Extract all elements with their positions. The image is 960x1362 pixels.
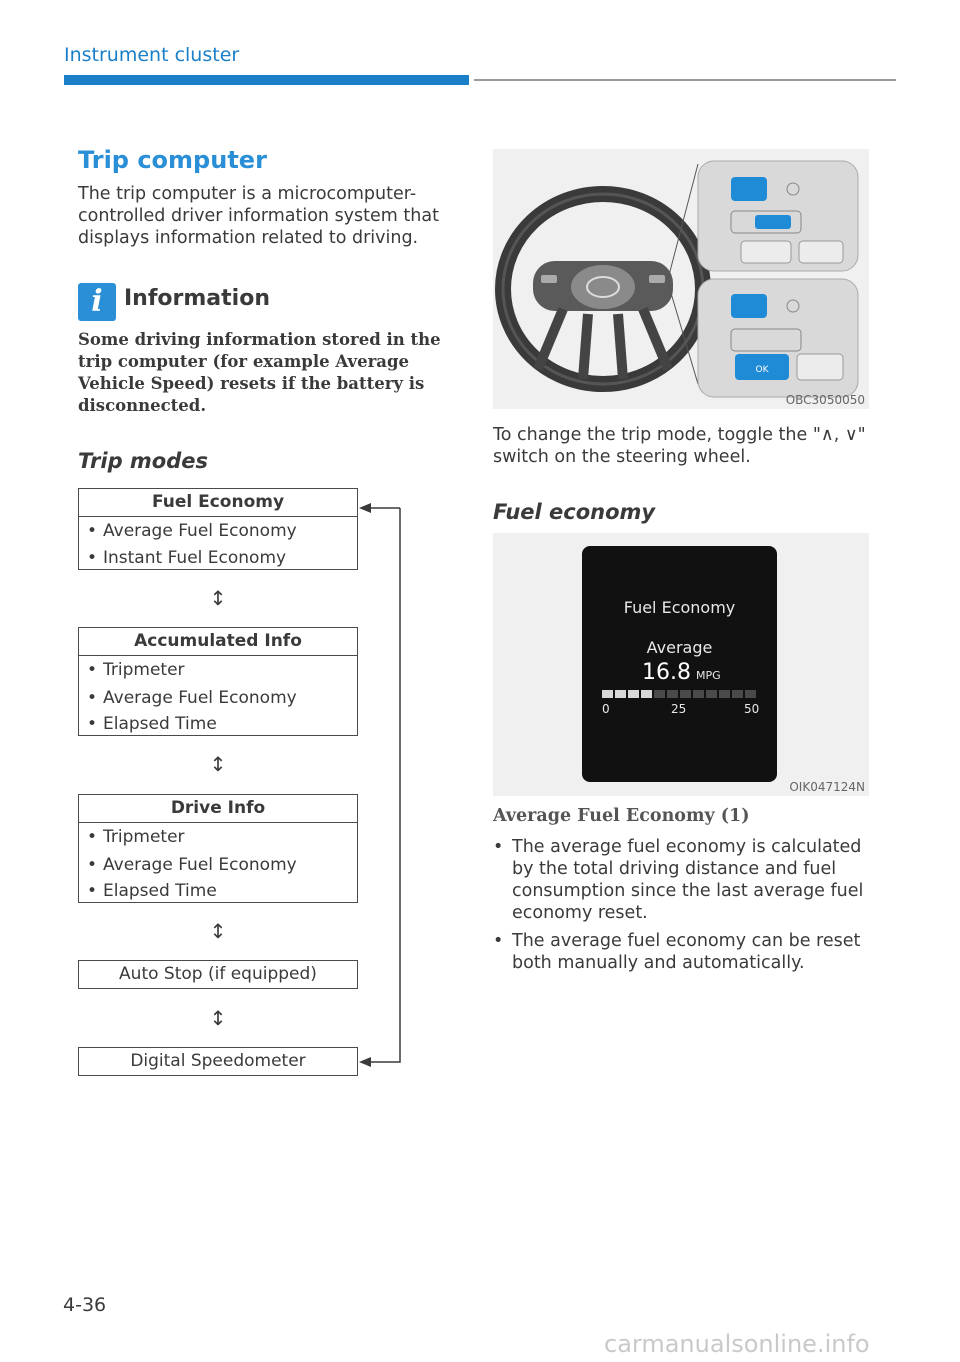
header-rule [474,79,896,81]
gauge-segment [706,690,717,698]
scale-min: 0 [602,702,610,716]
mode-box-accumulated-info [78,627,358,736]
mode-title: Accumulated Info [79,628,357,656]
figure-caption: OBC3050050 [785,393,865,407]
information-title: Information [124,286,270,311]
arrowhead-bottom-icon [359,1057,371,1067]
change-mode-text: To change the trip mode, toggle the "∧, ∨" switch on the steering wheel. [493,425,866,467]
updown-arrow-icon: ↕ [209,752,227,776]
gauge-segment [628,690,639,698]
mode-item: • Instant Fuel Economy [87,548,287,568]
mode-title: Fuel Economy [79,489,357,517]
mode-item: • Elapsed Time [87,881,217,901]
mode-item: • Average Fuel Economy [87,855,297,875]
cycle-arrow [355,500,405,1075]
average-fuel-economy-title: Average Fuel Economy (1) [493,806,750,826]
information-text: Some driving information stored in the trip computer (for example Average Vehicle Speed) resets if the battery is disconnected. [78,330,441,415]
information-icon: i [78,283,116,321]
gauge-segment [602,690,613,698]
mode-box-auto-stop: Auto Stop (if equipped) [78,960,358,989]
gauge-segment [654,690,665,698]
updown-arrow-icon: ↕ [209,919,227,943]
arrowhead-top-icon [359,503,371,513]
ok-label: OK [755,365,769,375]
mode-item: • Tripmeter [87,827,185,847]
mode-item: • Elapsed Time [87,714,217,734]
gauge-segment [641,690,652,698]
section-title: Trip computer [78,146,267,174]
mode-box-fuel-economy [78,488,358,570]
display-sub: Average [646,638,713,657]
fuel-gauge-bar [602,690,760,698]
mode-title: Drive Info [79,795,357,823]
trip-modes-title: Trip modes [78,449,208,473]
gauge-segment [615,690,626,698]
gauge-segment [745,690,756,698]
mode-box-drive-info [78,794,358,903]
figure-caption: OIK047124N [789,780,865,794]
gauge-segment [732,690,743,698]
bullet-item: • The average fuel economy can be reset both manually and automatically. [493,931,861,973]
header-title: Instrument cluster [64,44,240,66]
mode-item: • Average Fuel Economy [87,688,297,708]
updown-arrow-icon: ↕ [209,586,227,610]
gauge-segment [667,690,678,698]
fuel-economy-title: Fuel economy [493,500,656,524]
header-accent-bar [64,75,469,85]
updown-arrow-icon: ↕ [209,1006,227,1030]
steering-wheel-illustration [493,149,869,409]
mode-box-digital-speedometer: Digital Speedometer [78,1047,358,1076]
scale-max: 50 [744,702,760,716]
scale-mid: 25 [671,702,687,716]
steering-wheel-figure [493,149,869,409]
gauge-segment [680,690,691,698]
mode-item: • Average Fuel Economy [87,521,297,541]
display-unit: MPG [696,669,721,682]
display-value: 16.8 [642,660,691,685]
gauge-segment [719,690,730,698]
section-intro: The trip computer is a microcomputer-controlled driver information system that displays information related to driving. [78,184,439,248]
bullet-item: • The average fuel economy is calculated by the total driving distance and fuel consumption since the last average fuel economy reset. [493,837,864,923]
cluster-display [582,546,777,782]
watermark: carmanualsonline.info [604,1330,870,1358]
fuel-economy-figure [493,533,869,796]
gauge-segment [693,690,704,698]
mode-item: • Tripmeter [87,660,185,680]
page-number: 4-36 [63,1294,107,1316]
display-heading: Fuel Economy [623,598,736,617]
